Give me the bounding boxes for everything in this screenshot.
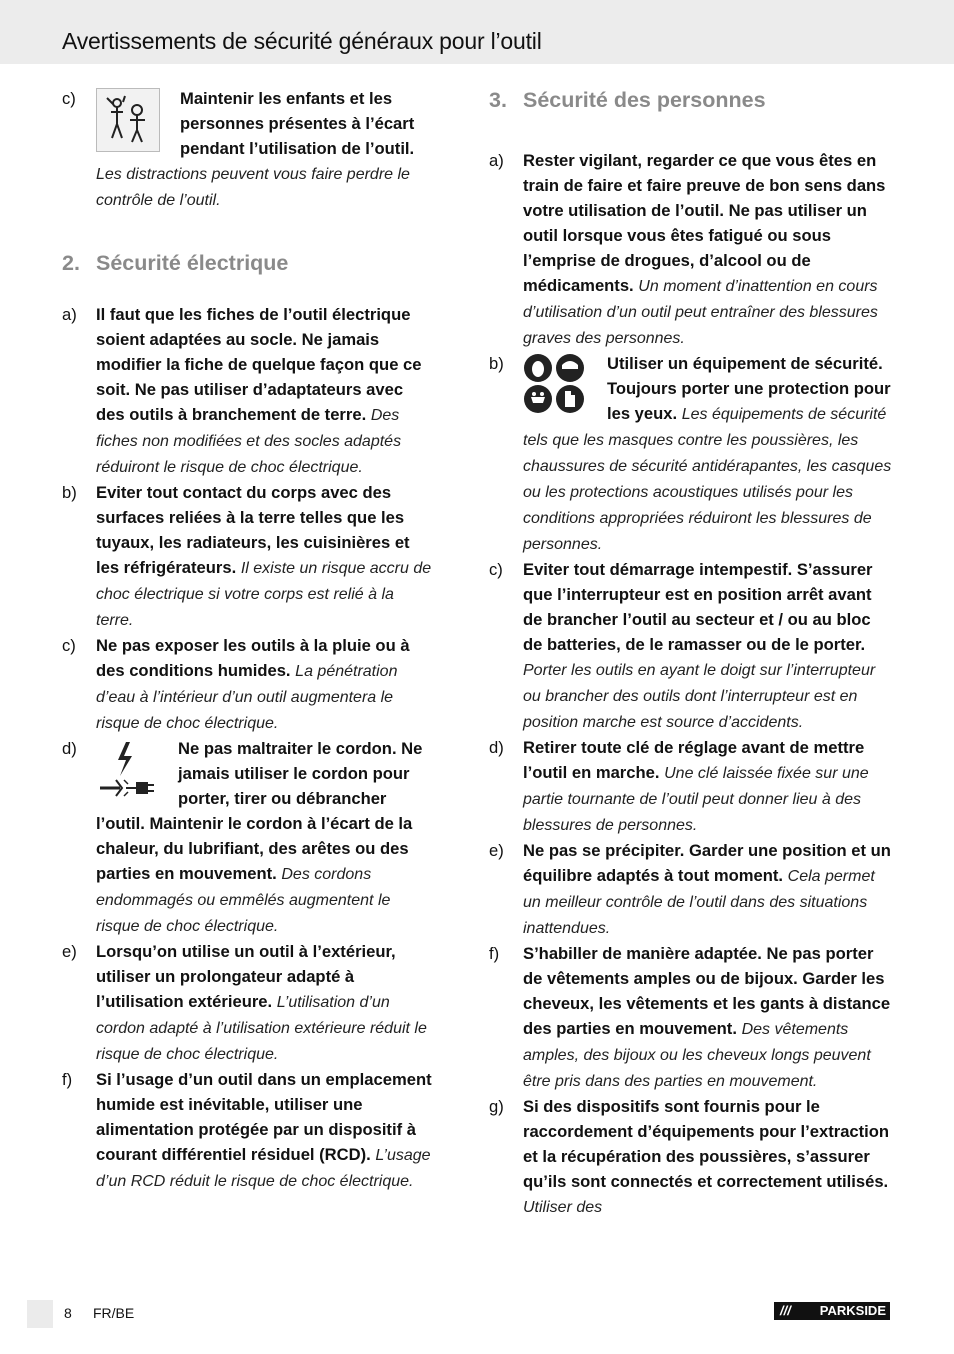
keep-children-away-icon: [96, 88, 160, 152]
list-item-c-children: [62, 86, 434, 213]
item-label: d): [62, 739, 77, 758]
item-label: a): [489, 151, 504, 170]
item-label: c): [489, 560, 503, 579]
explanation-text: Il existe un risque accru de choc électrique si votre corps est relié à la terre.: [96, 560, 432, 629]
explanation-text: Les distractions peuvent vous faire perdre le contrôle de l’outil.: [96, 166, 410, 209]
warning-text: Ne pas maltraiter le cordon. Ne jamais utiliser le cordon pour porter, tirer ou débrancher l’outil. Maintenir le cordon à l’écart de la chaleur, du lubrifiant, des arêtes ou des parties en mouvement.: [96, 739, 423, 883]
warning-text: Ne pas se précipiter. Garder une position et un équilibre adaptés à tout moment.: [523, 841, 891, 885]
section-heading: Sécurité des personnes: [523, 88, 766, 112]
item-label: g): [489, 1097, 504, 1116]
list-item-c: [62, 633, 434, 736]
warning-text: Si l’usage d’un outil dans un emplacement humide est inévitable, utiliser une alimentation protégée par un dispositif à courant différentiel résiduel (RCD).: [96, 1070, 432, 1164]
item-label: e): [489, 841, 504, 860]
explanation-text: Des vêtements amples, des bijoux ou les cheveux longs peuvent être pris dans des parties en mouvement.: [523, 1021, 871, 1090]
list-item-c: [489, 557, 893, 735]
list-item-a: [62, 302, 434, 480]
item-label: c): [62, 636, 76, 655]
section-number: 3.: [489, 88, 507, 112]
item-label: b): [489, 354, 504, 373]
brand-name: PARKSIDE: [819, 1303, 886, 1318]
list-item-b: [62, 480, 434, 633]
explanation-text: L’utilisation d’un cordon adapté à l’utilisation extérieure réduit le risque de choc électrique.: [96, 994, 427, 1063]
left-column: [62, 86, 434, 1194]
warning-text: Lorsqu’on utilise un outil à l’extérieur, utiliser un prolongateur adapté à l’utilisation extérieure.: [96, 942, 396, 1011]
section-title-electrical: [62, 249, 434, 277]
item-label: f): [62, 1070, 73, 1089]
item-label: c): [62, 89, 76, 108]
item-label: f): [489, 944, 500, 963]
language-code: FR/BE: [93, 1305, 135, 1321]
list-item-f: [62, 1067, 434, 1194]
page-number: 8: [64, 1305, 72, 1321]
explanation-text: Porter les outils en ayant le doigt sur l’interrupteur ou brancher des outils dont l’interrupteur est en position marche est source d’accidents.: [523, 662, 876, 731]
page-title: Avertissements de sécurité généraux pour l’outil: [62, 28, 542, 54]
right-column: [489, 86, 893, 1220]
explanation-text: Une clé laissée fixée sur une partie tournante de l’outil peut donner lieu à des blessures de personnes.: [523, 765, 869, 834]
list-item-g: [489, 1094, 893, 1220]
warning-text: Retirer toute clé de réglage avant de mettre l’outil en marche.: [523, 738, 865, 782]
list-item-f: [489, 941, 893, 1094]
page-header: [0, 0, 954, 64]
damaged-cord-shock-icon: [96, 738, 158, 800]
warning-text: Eviter tout contact du corps avec des surfaces reliées à la terre telles que les tuyaux, les radiateurs, les cuisinières et les réfrigérateurs.: [96, 483, 410, 577]
list-item-d: [489, 735, 893, 838]
brand-logo: [774, 1302, 890, 1320]
warning-text: Eviter tout démarrage intempestif. S’assurer que l’interrupteur est en position arrêt avant de brancher l’outil au secteur et / ou au bloc de batteries, de le ramasser ou de le porter.: [523, 560, 873, 654]
list-item-e: [489, 838, 893, 941]
explanation-text: L’usage d’un RCD réduit le risque de choc électrique.: [96, 1147, 431, 1190]
explanation-text: Cela permet un meilleur contrôle de l’outil dans des situations inattendues.: [523, 868, 875, 937]
item-label: d): [489, 738, 504, 757]
explanation-text: Les équipements de sécurité tels que les masques contre les poussières, les chaussures de sécurité antidérapantes, les casques ou les protections acoustiques utilisés pour les conditions appropriées réduiront les blessures de personnes.: [523, 406, 892, 553]
list-item-a: [489, 148, 893, 351]
safety-equipment-icons: [523, 353, 587, 415]
section-title-personal: [489, 86, 893, 114]
warning-text: S’habiller de manière adaptée. Ne pas porter de vêtements amples ou de bijoux. Garder les cheveux, les vêtements et les gants à distance des parties en mouvement.: [523, 944, 891, 1038]
explanation-text: Un moment d’inattention en cours d’utilisation d’un outil peut entraîner des blessures graves des personnes.: [523, 278, 878, 347]
section-number: 2.: [62, 251, 80, 275]
explanation-text: Des cordons endommagés ou emmêlés augmentent le risque de choc électrique.: [96, 866, 391, 935]
section-heading: Sécurité électrique: [96, 251, 289, 275]
warning-text: Si des dispositifs sont fournis pour le raccordement d’équipements pour l’extraction et la récupération des poussières, s’assurer qu’ils sont connectés et correctement utilisés.: [523, 1097, 890, 1191]
warning-text: Utiliser un équipement de sécurité. Toujours porter une protection pour les yeux.: [607, 354, 891, 423]
warning-text: Maintenir les enfants et les personnes présentes à l’écart pendant l’utilisation de l’outil.: [180, 89, 415, 158]
warning-text: Ne pas exposer les outils à la pluie ou à des conditions humides.: [96, 636, 410, 680]
list-item-e: [62, 939, 434, 1067]
item-label: a): [62, 305, 77, 324]
explanation-text: Utiliser des: [523, 1199, 603, 1216]
item-label: b): [62, 483, 77, 502]
brand-stripes-icon: ///: [780, 1303, 791, 1318]
list-item-d: [62, 736, 434, 939]
footer-marker: [27, 1300, 53, 1328]
warning-text: Il faut que les fiches de l’outil électrique soient adaptées au socle. Ne jamais modifier la fiche de quelque façon que ce soit. Ne pas utiliser d’adaptateurs avec des outils à branchement de terre.: [96, 305, 422, 424]
list-item-b: [489, 351, 893, 557]
explanation-text: La pénétration d’eau à l’intérieur d’un outil augmentera le risque de choc électrique.: [96, 663, 398, 732]
item-label: e): [62, 942, 77, 961]
warning-text: Rester vigilant, regarder ce que vous êtes en train de faire et faire preuve de bon sens dans votre utilisation de l’outil. Ne pas utiliser un outil lorsque vous êtes fatigué ou sous l’emprise de drogues, d’alcool ou de médicaments.: [523, 151, 886, 295]
explanation-text: Des fiches non modifiées et des socles adaptés réduiront le risque de choc électrique.: [96, 407, 402, 476]
